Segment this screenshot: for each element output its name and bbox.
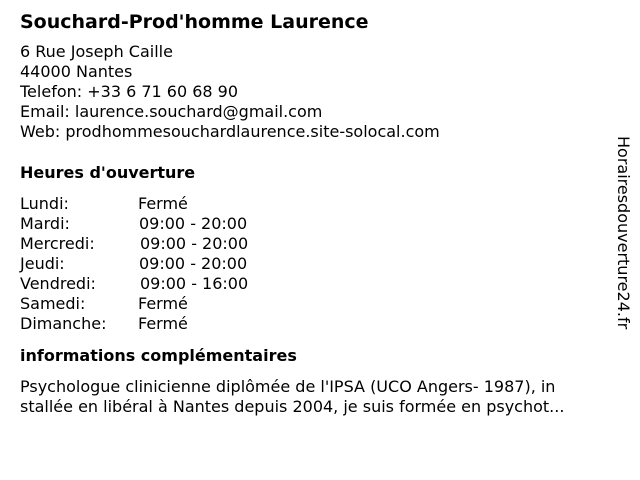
address-city: 44000 Nantes	[20, 62, 133, 81]
business-card	[20, 11, 620, 417]
opening-hours-table	[20, 194, 620, 334]
opening-hours-heading: Heures d'ouverture	[20, 163, 196, 182]
info-text-line: Psychologue clinicienne diplômée de l'IPSA (UCO Angers- 1987), in	[20, 377, 556, 396]
site-watermark: Horairesdouverture24.fr	[614, 136, 633, 330]
business-name: Souchard-Prod'homme Laurence	[20, 11, 369, 33]
hours-value: Fermé	[138, 294, 188, 313]
hours-row-sunday	[20, 314, 620, 334]
additional-info-heading: informations complémentaires	[20, 346, 297, 365]
phone-line: Telefon: +33 6 71 60 68 90	[20, 82, 239, 101]
web-line: Web: prodhommesouchardlaurence.site-solocal.com	[20, 122, 440, 141]
email-line: Email: laurence.souchard@gmail.com	[20, 102, 323, 121]
day-label: Jeudi:	[20, 254, 65, 273]
hours-value: 09:00 - 20:00	[139, 254, 248, 273]
address-street: 6 Rue Joseph Caille	[20, 42, 173, 61]
hours-row-wednesday	[20, 234, 620, 254]
day-label: Samedi:	[20, 294, 86, 313]
additional-info-text	[20, 377, 620, 417]
hours-row-thursday	[20, 254, 620, 274]
contact-block	[20, 42, 620, 142]
day-label: Dimanche:	[20, 314, 107, 333]
day-label: Mercredi:	[20, 234, 95, 253]
hours-row-monday	[20, 194, 620, 214]
hours-row-tuesday	[20, 214, 620, 234]
info-text-line: stallée en libéral à Nantes depuis 2004, je suis formée en psychot...	[20, 397, 565, 416]
day-label: Mardi:	[20, 214, 70, 233]
hours-row-saturday	[20, 294, 620, 314]
hours-row-friday	[20, 274, 620, 294]
hours-value: 09:00 - 20:00	[139, 214, 248, 233]
hours-value: 09:00 - 20:00	[140, 234, 249, 253]
hours-value: Fermé	[138, 314, 188, 333]
hours-value: 09:00 - 16:00	[140, 274, 249, 293]
day-label: Vendredi:	[20, 274, 96, 293]
day-label: Lundi:	[20, 194, 69, 213]
hours-value: Fermé	[138, 194, 188, 213]
